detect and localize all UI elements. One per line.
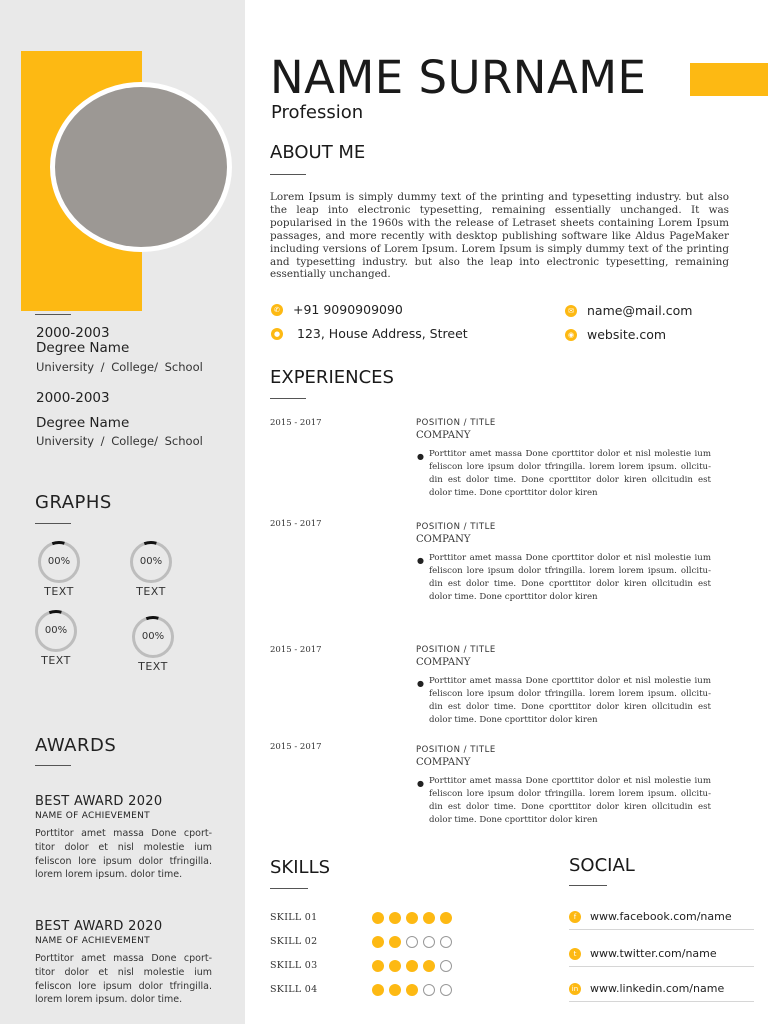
gauge-label: TEXT [138, 660, 168, 673]
award-entry [35, 794, 212, 882]
award-entry [35, 919, 212, 1007]
facebook-icon: f [569, 911, 581, 923]
experience-position: POSITION / TITLE [416, 418, 496, 428]
profile-photo [50, 82, 232, 252]
contact-phone [271, 302, 403, 317]
gauge-value: 00% [141, 631, 165, 642]
skill-dot-filled [406, 912, 418, 924]
skill-rating [372, 936, 457, 948]
skill-dot-filled [389, 936, 401, 948]
experience-position: POSITION / TITLE [416, 745, 496, 755]
skill-dot-filled [372, 912, 384, 924]
experience-entry [416, 522, 711, 604]
gauge-label: TEXT [136, 585, 166, 598]
contact-website[interactable] [565, 327, 666, 342]
award-subtitle: NAME OF ACHIEVEMENT [35, 811, 150, 821]
experience-description [416, 552, 711, 604]
education-year: 2000-2003 [36, 390, 110, 406]
skill-dot-empty [440, 936, 452, 948]
skill-dot-filled [372, 936, 384, 948]
bullet-icon: ● [417, 556, 424, 565]
divider [270, 174, 306, 175]
skill-dot-empty [440, 984, 452, 996]
gauge-value: 00% [139, 556, 163, 567]
experience-text: Porttitor amet massa Done cporttitor dolor et nisl molestie ium feliscon lore ipsum dolor tfringilla. lorem lorem ipsum. ollcitu- din est dolor time. Done cporttitor dolor kiren ollcitudin est dolor time. Done cporttitor dolor kiren [429, 553, 711, 602]
globe-icon: ◉ [565, 329, 577, 341]
graph-gauge [37, 540, 81, 598]
experience-text: Porttitor amet massa Done cporttitor dolor et nisl molestie ium feliscon lore ipsum dolor tfringilla. lorem lorem ipsum. ollcitu- din est dolor time. Done cporttitor dolor kiren ollcitudin est dolor time. Done cporttitor dolor kiren [429, 449, 711, 498]
graphs-heading: GRAPHS [35, 492, 112, 513]
skill-dot-empty [440, 960, 452, 972]
address-text: 123, House Address, Street [297, 326, 468, 341]
experience-text: Porttitor amet massa Done cporttitor dolor et nisl molestie ium feliscon lore ipsum dolor tfringilla. lorem lorem ipsum. ollcitu- din est dolor time. Done cporttitor dolor kiren ollcitudin est dolor time. Done cporttitor dolor kiren [429, 776, 711, 825]
experience-entry [416, 418, 711, 500]
mail-icon: ✉ [565, 305, 577, 317]
awards-heading: AWARDS [35, 735, 117, 756]
about-text: Lorem Ipsum is simply dummy text of the printing and typesetting industry. but also the leap into electronic typesetting, remaining essentially unchanged. It was popularised in the 1960s with the release of Letraset sheets containing Lorem Ipsum passages, and more recently with desktop publishing software like Aldus PageMaker including versions of Lorem Ipsum. Lorem Ipsum is simply dummy text of the printing and typesetting industry. but also the leap into electronic typesetting, remaining essentially unchanged. [270, 191, 729, 281]
email-text[interactable]: name@mail.com [587, 303, 693, 318]
social-link-linkedin[interactable] [569, 983, 754, 1002]
skill-rating [372, 960, 457, 972]
gauge-value: 00% [44, 625, 68, 636]
bullet-icon: ● [417, 452, 424, 461]
experience-text: Porttitor amet massa Done cporttitor dolor et nisl molestie ium feliscon lore ipsum dolor tfringilla. lorem lorem ipsum. ollcitu- din est dolor time. Done cporttitor dolor kiren ollcitudin est dolor time. Done cporttitor dolor kiren [429, 676, 711, 725]
graph-gauge [131, 615, 175, 673]
award-description: Porttitor amet massa Done cport-titor dolor et nisl molestie ium feliscon lore ipsum dolor tfringilla. lorem lorem ipsum. dolor time. [35, 953, 212, 1006]
bullet-icon: ● [417, 679, 424, 688]
location-icon: ● [271, 328, 283, 340]
gauge-label: TEXT [41, 654, 71, 667]
skills-heading: SKILLS [270, 857, 331, 878]
social-link-text[interactable]: www.twitter.com/name [590, 947, 717, 960]
skill-dot-filled [372, 960, 384, 972]
skill-dot-filled [389, 984, 401, 996]
divider [270, 888, 308, 889]
skill-dot-empty [423, 984, 435, 996]
divider [270, 398, 306, 399]
skill-dot-filled [406, 960, 418, 972]
gauge-label: TEXT [44, 585, 74, 598]
social-link-text[interactable]: www.facebook.com/name [590, 910, 732, 923]
skill-label: SKILL 03 [270, 960, 318, 971]
experience-company: COMPANY [416, 534, 471, 545]
gauge-value: 00% [47, 556, 71, 567]
social-link-facebook[interactable] [569, 911, 754, 930]
about-heading: ABOUT ME [270, 142, 366, 163]
experience-entry [416, 745, 711, 827]
linkedin-icon: in [569, 983, 581, 995]
social-heading: SOCIAL [569, 855, 635, 876]
divider [569, 885, 607, 886]
education-entry [36, 391, 203, 449]
education-school: University / College/ School [36, 360, 203, 374]
divider [35, 314, 71, 315]
phone-icon: ✆ [271, 304, 283, 316]
skill-dot-filled [389, 960, 401, 972]
bullet-icon: ● [417, 779, 424, 788]
experience-company: COMPANY [416, 757, 471, 768]
award-description: Porttitor amet massa Done cport-titor dolor et nisl molestie ium feliscon lore ipsum dolor tfringilla. lorem lorem ipsum. dolor time. [35, 828, 212, 881]
skill-dot-empty [406, 936, 418, 948]
website-text[interactable]: website.com [587, 327, 667, 342]
skill-dot-empty [423, 936, 435, 948]
profession: Profession [271, 102, 364, 123]
skill-dot-filled [406, 984, 418, 996]
experience-entry [416, 645, 711, 727]
social-link-twitter[interactable] [569, 948, 754, 967]
experience-description [416, 448, 711, 500]
award-title: BEST AWARD 2020 [35, 919, 163, 934]
award-title: BEST AWARD 2020 [35, 794, 163, 809]
skill-dot-filled [423, 912, 435, 924]
contact-email[interactable] [565, 303, 692, 318]
graph-gauge [129, 540, 173, 598]
contact-address [271, 326, 468, 341]
education-year: 2000-2003 [36, 325, 110, 341]
skill-dot-filled [389, 912, 401, 924]
award-subtitle: NAME OF ACHIEVEMENT [35, 936, 150, 946]
experience-position: POSITION / TITLE [416, 645, 496, 655]
experiences-heading: EXPERIENCES [270, 367, 394, 388]
experience-date: 2015 - 2017 [270, 645, 322, 655]
skill-label: SKILL 04 [270, 984, 318, 995]
experience-position: POSITION / TITLE [416, 522, 496, 532]
phone-text: +91 9090909090 [293, 302, 403, 317]
skill-label: SKILL 01 [270, 912, 318, 923]
education-school: University / College/ School [36, 434, 203, 448]
experience-description [416, 675, 711, 727]
skill-dot-filled [372, 984, 384, 996]
experience-company: COMPANY [416, 657, 471, 668]
experience-company: COMPANY [416, 430, 471, 441]
experience-date: 2015 - 2017 [270, 519, 322, 529]
skill-dot-filled [423, 960, 435, 972]
experience-date: 2015 - 2017 [270, 742, 322, 752]
skill-dot-filled [440, 912, 452, 924]
skill-label: SKILL 02 [270, 936, 318, 947]
social-link-text[interactable]: www.linkedin.com/name [590, 982, 725, 995]
accent-bar [690, 63, 768, 96]
experience-date: 2015 - 2017 [270, 418, 322, 428]
skill-rating [372, 912, 457, 924]
graph-gauge [34, 609, 78, 667]
divider [35, 523, 71, 524]
skill-rating [372, 984, 457, 996]
education-entry [36, 326, 203, 375]
divider [35, 765, 71, 766]
twitter-icon: t [569, 948, 581, 960]
education-degree: Degree Name [36, 415, 130, 431]
education-degree: Degree Name [36, 340, 130, 356]
full-name: NAME SURNAME [270, 51, 647, 104]
experience-description [416, 775, 711, 827]
